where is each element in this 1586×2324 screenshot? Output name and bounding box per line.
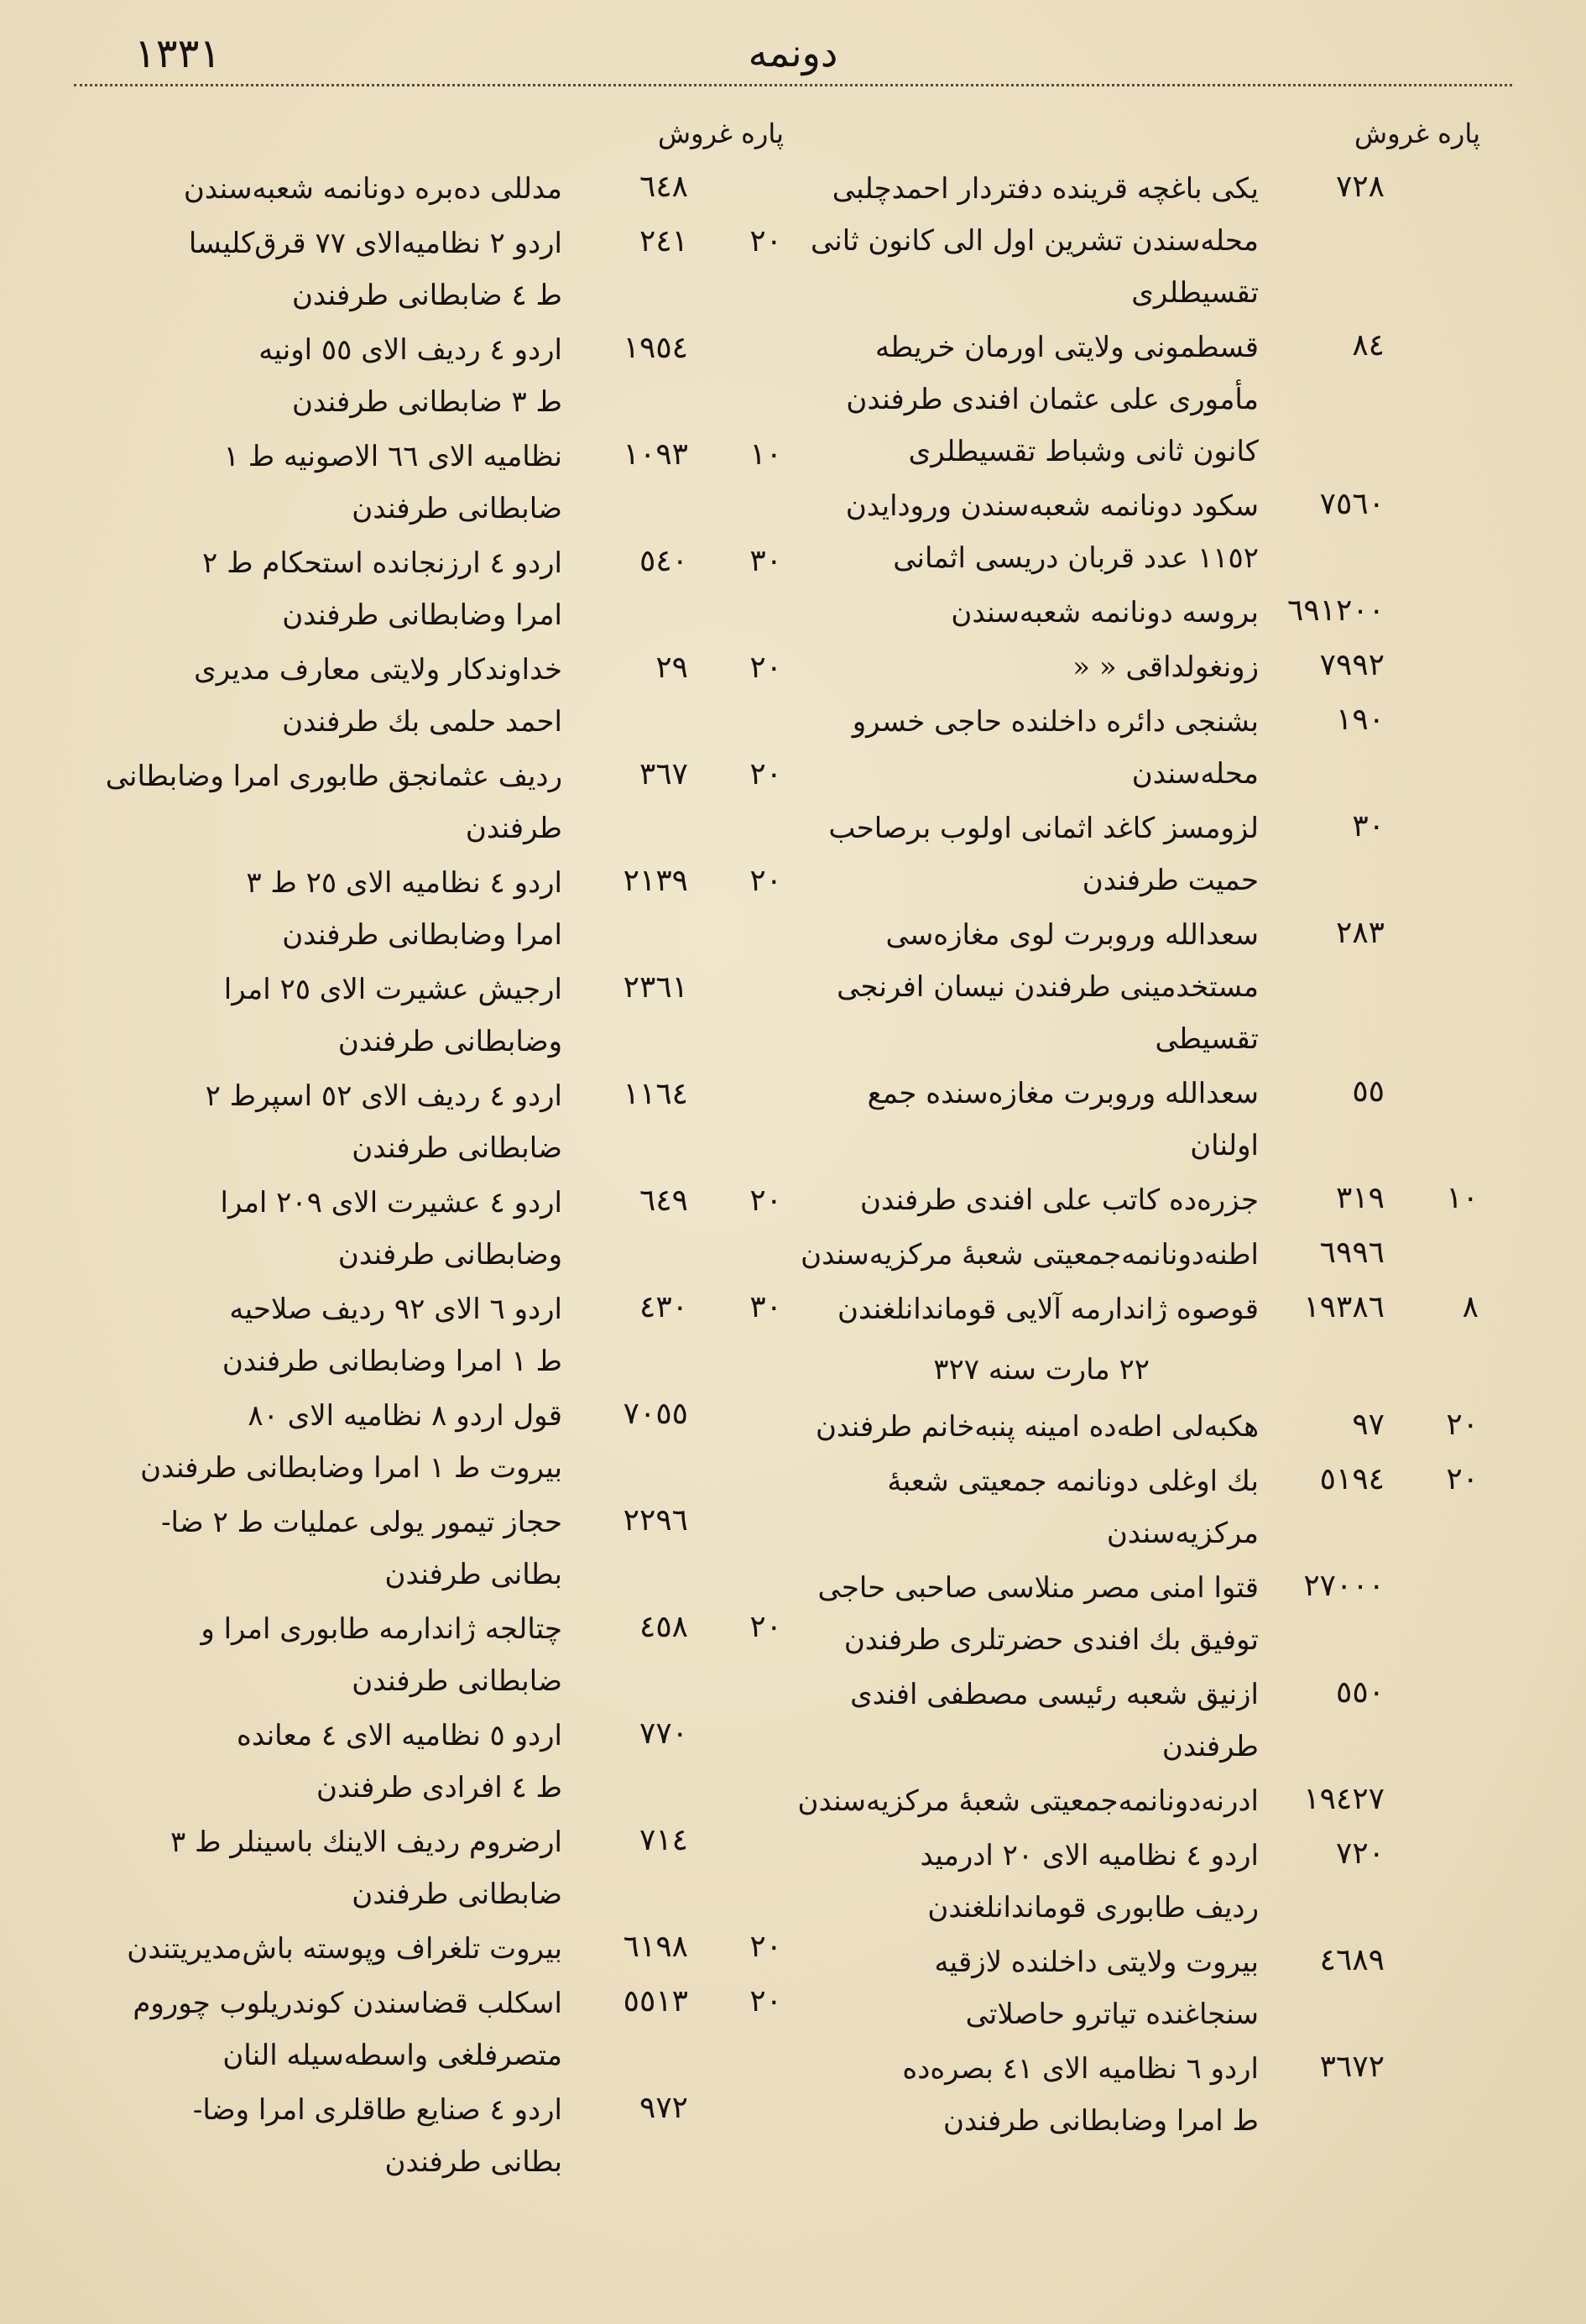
ledger-entry [67, 1603, 789, 1707]
kurus-value: ١٩٥٤ [623, 331, 688, 365]
amount-cell [579, 1177, 789, 1227]
entry-description [764, 587, 1259, 639]
description-line: مدللی ده‌بره دونانمه شعبه‌سندن [183, 172, 562, 206]
description-line: چتالجه ژاندارمه طابوری امرا و [201, 1612, 562, 1646]
kurus-value: ٧١٤ [639, 1823, 688, 1857]
kurus-value: ٥١٩٤ [1319, 1462, 1385, 1496]
ledger-entry [764, 802, 1485, 906]
description-line: مأموری علی عثمان افندی طرفندن [846, 383, 1259, 416]
description-line: اردو ٦ نظامیه الای ٤١ بصره‌ده [902, 2052, 1259, 2086]
ledger-entry [67, 431, 789, 535]
header-rule [74, 84, 1512, 86]
ledger-entry [764, 696, 1485, 800]
amount-cell [1276, 1068, 1485, 1118]
ledger-entry [764, 1669, 1485, 1773]
amount-cell [1276, 2043, 1485, 2093]
entry-description [67, 431, 562, 535]
para-value: ٢٠ [749, 224, 782, 259]
entry-description [67, 1923, 562, 1975]
kurus-value: ١٩٠ [1335, 702, 1385, 737]
ledger-entry [67, 1390, 789, 1494]
amount-cell [579, 1390, 789, 1440]
description-line: ط امرا وضابطانی طرفندن [942, 2104, 1259, 2138]
para-value: ٢٠ [749, 1984, 782, 2018]
description-line: مستخدمینی طرفندن نیسان افرنجی [837, 970, 1259, 1004]
para-value: ٢٠ [749, 1610, 782, 1644]
description-line: محله‌سندن تشرین اول الی کانون ثانی [810, 224, 1259, 258]
entry-description [764, 163, 1259, 319]
description-line: قول اردو ٨ نظامیه الای ٨٠ [248, 1399, 562, 1433]
amount-cell [1276, 587, 1485, 637]
kurus-value: ١١٦٤ [623, 1077, 688, 1111]
column-header [67, 111, 789, 163]
amount-cell [1276, 1830, 1485, 1880]
ledger-entry [764, 1283, 1485, 1335]
page-number: ١٣٣١ [134, 30, 222, 77]
ledger-entry [67, 1177, 789, 1281]
kurus-value: ٤٣٠ [639, 1290, 688, 1324]
description-line: ضابطانی طرفندن [352, 1877, 562, 1911]
right-column [764, 111, 1485, 2293]
page-header [117, 24, 1469, 91]
kurus-value: ٩٧ [1352, 1407, 1385, 1442]
description-line: طرفندن [465, 812, 562, 845]
description-line: بطانی طرفندن [384, 1558, 562, 1591]
description-line: اسکلب قضاسندن کوندریلوب چوروم [133, 1987, 562, 2020]
entry-description [67, 857, 562, 961]
description-line: نظامیه الای ٦٦ الاصونیه ط ١ [223, 440, 562, 473]
entry-description [764, 1936, 1259, 2040]
description-line: ط ٤ افرادی طرفندن [316, 1771, 562, 1804]
description-line: زونغولداقی « « [1072, 650, 1259, 684]
running-title: دونمه [748, 30, 838, 76]
description-line: قوصوه ژاندارمه آلایی قوماندانلغندن [837, 1293, 1259, 1326]
amount-cell [1276, 1229, 1485, 1279]
description-line: وضابطانی طرفندن [337, 1025, 562, 1058]
ledger-entry [67, 1070, 789, 1174]
amount-cell [579, 1710, 789, 1760]
ledger-entry [67, 1496, 789, 1601]
amount-cell [579, 1283, 789, 1334]
description-line: اردو ٤ ردیف الای ٥٢ اسپرط ٢ [205, 1079, 562, 1113]
amount-cell [579, 324, 789, 374]
ledger-entry [67, 644, 789, 748]
description-line: حجاز تیمور یولی عملیات ط ٢ ضا- [161, 1506, 562, 1539]
entry-description [764, 1775, 1259, 1827]
entries-list [764, 163, 1485, 1335]
ledger-entry [67, 1816, 789, 1920]
entry-description [764, 641, 1259, 693]
kurus-value: ٩٧٢ [639, 2091, 688, 2125]
para-value: ٢٠ [749, 864, 782, 898]
kurus-value: ١٩٤٢٧ [1303, 1782, 1385, 1816]
amount-cell [579, 1977, 789, 2028]
para-value: ٢٠ [749, 1183, 782, 1218]
description-line: اردو ٤ ارزنجانده استحکام ط ٢ [202, 546, 562, 580]
kurus-value: ٦٩١٢٠٠ [1286, 593, 1385, 628]
description-line: طرفندن [1161, 1730, 1259, 1763]
amount-cell [579, 964, 789, 1014]
amount-cell [1276, 163, 1485, 213]
entry-description [67, 1496, 562, 1601]
description-line: اردو ٤ نظامیه الای ٢٠ ادرمید [920, 1839, 1259, 1872]
ledger-entry [67, 1923, 789, 1975]
kurus-value: ٢٢٩٦ [623, 1503, 688, 1538]
description-line: ازنیق شعبه رئیسی مصطفی افندی [850, 1678, 1259, 1711]
entry-description [67, 1603, 562, 1707]
ledger-entry [764, 909, 1485, 1065]
kurus-value: ٦١٩٨ [623, 1930, 688, 1964]
entry-description [67, 1070, 562, 1174]
description-line: یکی باغچه قرینده دفتردار احمدچلبی [832, 172, 1259, 206]
ledger-entry [67, 1977, 789, 2081]
ledger-entry [67, 163, 789, 215]
ledger-entry [67, 217, 789, 321]
kurus-value: ٢٩ [655, 650, 688, 685]
kurus-value: ٢٨٣ [1335, 916, 1385, 950]
description-line: سنجاغنده تیاترو حاصلاتی [965, 1998, 1259, 2031]
kurus-value: ٤٥٨ [639, 1610, 688, 1644]
description-line: بیروت ط ١ امرا وضابطانی طرفندن [140, 1451, 562, 1485]
description-line: کانون ثانی وشباط تقسیطلری [908, 435, 1259, 468]
entry-description [764, 321, 1259, 478]
para-value: ٢٠ [1446, 1462, 1479, 1496]
description-line: امرا وضابطانی طرفندن [282, 918, 562, 952]
column-header [764, 111, 1485, 163]
ledger-entry [764, 587, 1485, 639]
description-line: ردیف طابوری قوماندانلغندن [927, 1891, 1259, 1924]
amount-cell [579, 857, 789, 907]
description-line: ارضروم ردیف الاینك باسینلر ط ٣ [170, 1825, 562, 1859]
kurus-value: ٢٣٦١ [623, 970, 688, 1005]
para-value: ٨ [1462, 1290, 1479, 1324]
description-line: اردو ٦ الای ٩٢ ردیف صلاحیه [229, 1293, 562, 1326]
ledger-entry [67, 1710, 789, 1814]
description-line: ردیف عثمانجق طابوری امرا وضابطانی [105, 760, 562, 793]
ledger-entry [764, 1401, 1485, 1453]
description-line: وضابطانی طرفندن [337, 1238, 562, 1272]
description-line: بروسه دونانمه شعبه‌سندن [951, 596, 1259, 629]
amount-cell [1276, 1401, 1485, 1451]
amount-cell [579, 1603, 789, 1653]
para-value: ٢٠ [749, 650, 782, 685]
para-value: ٣٠ [749, 544, 782, 578]
kurus-value: ٨٤ [1352, 328, 1385, 363]
para-value: ١٠ [1446, 1181, 1479, 1215]
description-line: تقسیطلری [1131, 276, 1259, 310]
entry-description [764, 802, 1259, 906]
kurus-value: ٥٥٠ [1335, 1675, 1385, 1710]
entry-description [67, 163, 562, 215]
amount-cell [579, 2084, 789, 2134]
column-header-label: پاره غروش [658, 118, 784, 149]
ledger-entry [764, 321, 1485, 478]
entry-description [67, 537, 562, 641]
para-value: ٢٠ [1446, 1407, 1479, 1442]
entry-description [764, 696, 1259, 800]
entry-description [67, 1390, 562, 1494]
kurus-value: ٣١٩ [1335, 1181, 1385, 1215]
description-line: لزومسز کاغد اثمانی اولوب برصاحب [828, 812, 1259, 845]
ledger-entry [764, 1174, 1485, 1226]
ledger-entry [764, 163, 1485, 319]
amount-cell [579, 217, 789, 268]
ledger-entry [764, 1068, 1485, 1172]
description-line: بیروت ولایتی داخلنده لازقیه [934, 1945, 1259, 1979]
entry-description [67, 1816, 562, 1920]
kurus-value: ٥٤٠ [639, 544, 688, 578]
entry-description [764, 1174, 1259, 1226]
description-line: جزره‌ده کاتب علی افندی طرفندن [859, 1183, 1259, 1217]
description-line: اردو ٤ ردیف الای ٥٥ اونیه [258, 333, 562, 367]
entry-description [764, 909, 1259, 1065]
entry-description [764, 1669, 1259, 1773]
description-line: اطنه‌دونانمه‌جمعیتی شعبهٔ مرکزیه‌سندن [801, 1238, 1259, 1272]
ledger-entry [764, 641, 1485, 693]
entry-description [764, 1283, 1259, 1335]
ledger-entry [67, 2084, 789, 2188]
entry-description [67, 964, 562, 1068]
entries-list [67, 163, 789, 2188]
entry-description [764, 1830, 1259, 1934]
description-line: توفیق بك افندی حضرتلری طرفندن [843, 1623, 1259, 1657]
ledger-entry [67, 537, 789, 641]
kurus-value: ٣٦٧ [639, 757, 688, 791]
amount-cell [579, 537, 789, 588]
kurus-value: ١٠٩٣ [623, 437, 688, 472]
amount-cell [579, 1496, 789, 1547]
entry-description [67, 1977, 562, 2081]
ledger-entry [67, 857, 789, 961]
ledger-entry [764, 1562, 1485, 1666]
ledger-entry [764, 2043, 1485, 2147]
kurus-value: ٦٩٩٦ [1319, 1235, 1385, 1270]
kurus-value: ٦٤٩ [639, 1183, 688, 1218]
para-value: ٢٠ [749, 1930, 782, 1964]
description-line: بیروت تلغراف وپوسته باش‌مدیریتندن [127, 1932, 562, 1966]
amount-cell [1276, 480, 1485, 530]
kurus-value: ٣٦٧٢ [1319, 2050, 1385, 2084]
amount-cell [579, 750, 789, 801]
description-line: مرکزیه‌سندن [1106, 1517, 1259, 1550]
para-value: ٢٠ [749, 757, 782, 791]
kurus-value: ٥٥١٣ [623, 1984, 688, 2018]
date-line: ٢٢ مارت سنه ٣٢٧ [933, 1353, 1150, 1387]
description-line: ضابطانی طرفندن [352, 1664, 562, 1698]
kurus-value: ٧٥٦٠ [1319, 487, 1385, 521]
description-line: ط ٤ ضابطانی طرفندن [291, 279, 562, 312]
description-line: تقسیطی [1155, 1022, 1259, 1056]
ledger-entry [764, 1775, 1485, 1827]
description-line: محله‌سندن [1131, 757, 1259, 791]
kurus-value: ٢٤١ [639, 224, 688, 259]
para-value: ١٠ [749, 437, 782, 472]
description-line: خداوندکار ولایتی معارف مدیری [194, 653, 562, 687]
kurus-value: ٥٥ [1352, 1074, 1385, 1109]
kurus-value: ٢١٣٩ [623, 864, 688, 898]
entries-list-after [764, 1401, 1485, 2147]
para-value: ٣٠ [749, 1290, 782, 1324]
kurus-value: ٣٠ [1352, 809, 1385, 843]
entry-description [764, 1455, 1259, 1559]
entry-description [764, 1401, 1259, 1453]
description-line: بطانی طرفندن [384, 2145, 562, 2179]
description-line: قسطمونی ولایتی اورمان خریطه [875, 331, 1259, 364]
amount-cell [579, 1923, 789, 1973]
description-line: ضابطانی طرفندن [352, 1131, 562, 1165]
amount-cell [1276, 1562, 1485, 1612]
ledger-entry [67, 964, 789, 1068]
entry-description [764, 2043, 1259, 2147]
amount-cell [579, 1816, 789, 1867]
amount-cell [1276, 696, 1485, 746]
ledger-entry [764, 1830, 1485, 1934]
kurus-value: ٧٠٥٥ [623, 1397, 688, 1431]
ledger-entry [764, 1229, 1485, 1281]
entry-description [67, 750, 562, 854]
description-line: امرا وضابطانی طرفندن [282, 598, 562, 632]
entry-description [67, 1177, 562, 1281]
description-line: اردو ٤ نظامیه الای ٢٥ ط ٣ [246, 866, 562, 900]
kurus-value: ١٩٣٨٦ [1303, 1290, 1385, 1324]
left-column [67, 111, 789, 2293]
ledger-entry [764, 480, 1485, 584]
ledger-entry [67, 1283, 789, 1387]
entry-description [764, 480, 1259, 584]
amount-cell [1276, 1936, 1485, 1987]
amount-cell [579, 1070, 789, 1120]
description-line: سعدالله وروبرت لوی مغازه‌سی [885, 918, 1259, 952]
amount-cell [1276, 641, 1485, 692]
entry-description [67, 217, 562, 321]
description-line: اردو ٤ صنایع طاقلری امرا وضا- [192, 2093, 562, 2127]
description-line: ارجیش عشیرت الای ٢٥ امرا [223, 973, 562, 1006]
description-line: ط ١ امرا وضابطانی طرفندن [222, 1345, 562, 1378]
description-line: اردو ٢ نظامیه‌الای ٧٧ قرق‌کلیسا [188, 227, 562, 260]
kurus-value: ٦٤٨ [639, 170, 688, 204]
amount-cell [1276, 1283, 1485, 1334]
amount-cell [1276, 1669, 1485, 1719]
ledger-entry [67, 750, 789, 854]
description-line: قتوا امنی مصر منلاسی صاحبی حاجی [817, 1571, 1259, 1605]
kurus-value: ٤٦٨٩ [1319, 1943, 1385, 1977]
entry-description [764, 1562, 1259, 1666]
description-line: ادرنه‌دونانمه‌جمعیتی شعبهٔ مرکزیه‌سندن [797, 1784, 1259, 1818]
description-line: اردو ٤ عشیرت الای ٢٠٩ امرا [220, 1186, 562, 1219]
description-line: ط ٣ ضابطانی طرفندن [291, 385, 562, 419]
description-line: بك اوغلی دونانمه جمعیتی شعبهٔ [887, 1465, 1259, 1498]
entry-description [67, 324, 562, 428]
entry-description [764, 1068, 1259, 1172]
description-line: هکبه‌لی اطه‌ده امینه پنبه‌خانم طرفندن [815, 1410, 1259, 1444]
amount-cell [1276, 1775, 1485, 1825]
column-header-label: پاره غروش [1354, 118, 1480, 149]
amount-cell [1276, 1174, 1485, 1225]
description-line: اردو ٥ نظامیه الای ٤ معانده [237, 1719, 562, 1752]
description-line: حمیت طرفندن [1082, 864, 1259, 897]
amount-cell [1276, 802, 1485, 853]
entry-description [67, 1710, 562, 1814]
entry-description [67, 2084, 562, 2188]
amount-cell [1276, 1455, 1485, 1506]
kurus-value: ٧٢٨ [1335, 170, 1385, 204]
amount-cell [579, 163, 789, 213]
description-line: اولنان [1190, 1129, 1259, 1162]
ledger-entry [67, 324, 789, 428]
kurus-value: ٧٩٩٢ [1319, 648, 1385, 682]
description-line: ضابطانی طرفندن [352, 492, 562, 525]
kurus-value: ٢٧٠٠٠ [1303, 1569, 1385, 1603]
entry-description [764, 1229, 1259, 1281]
description-line: ١١٥٢ عدد قربان دریسی اثمانی [893, 541, 1259, 575]
amount-cell [579, 644, 789, 694]
description-line: سکود دونانمه شعبه‌سندن ورودایدن [845, 489, 1259, 523]
description-line: احمد حلمی بك طرفندن [282, 705, 562, 739]
ledger-entry [764, 1936, 1485, 2040]
kurus-value: ٧٧٠ [639, 1716, 688, 1751]
description-line: بشنجی دائره داخلنده حاجی خسرو [852, 705, 1259, 739]
amount-cell [579, 431, 789, 481]
kurus-value: ٧٢٠ [1335, 1836, 1385, 1871]
entry-description [67, 644, 562, 748]
amount-cell [1276, 909, 1485, 959]
ledger-entry [764, 1455, 1485, 1559]
amount-cell [1276, 321, 1485, 372]
description-line: متصرفلغی واسطه‌سیله النان [222, 2039, 562, 2072]
description-line: سعدالله وروبرت مغازه‌سنده جمع [867, 1077, 1259, 1110]
entry-description [67, 1283, 562, 1387]
